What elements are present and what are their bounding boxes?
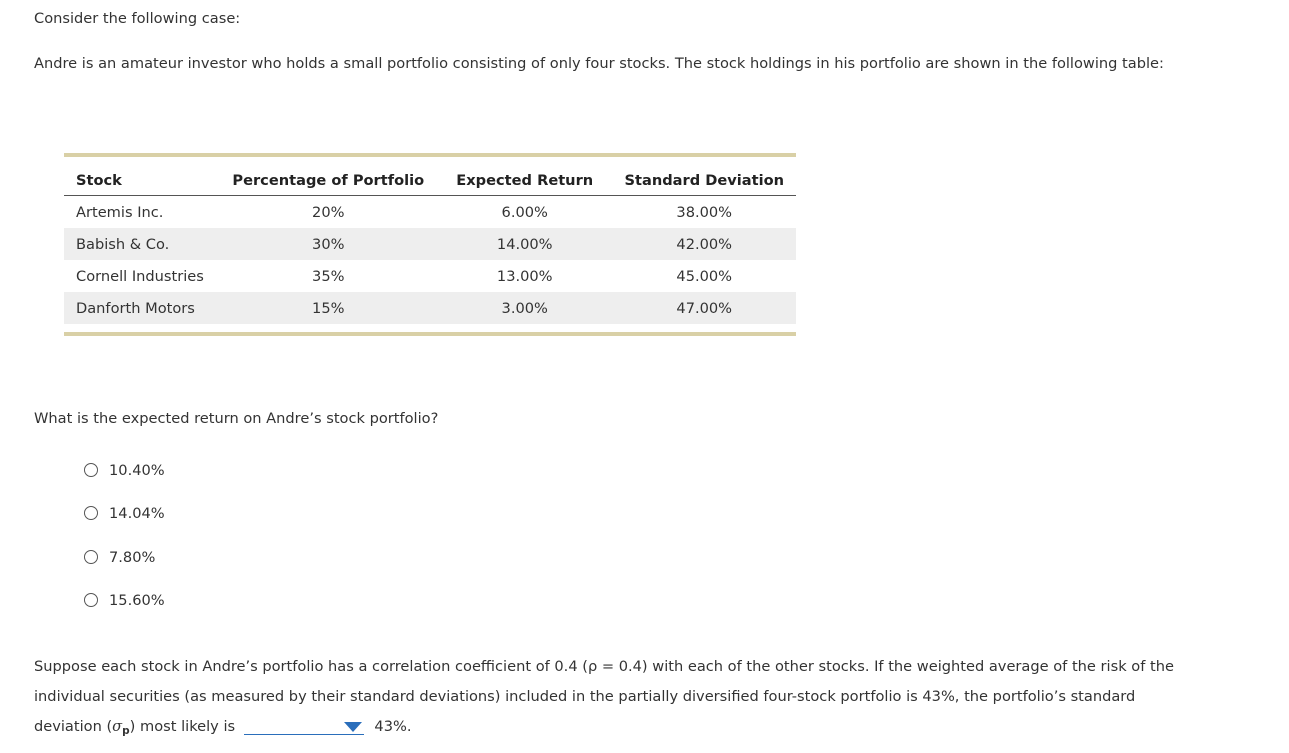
stock-name: Artemis Inc. <box>76 203 164 221</box>
table-row <box>64 292 796 324</box>
standard-deviation: 42.00% <box>612 228 796 260</box>
percentage: 20% <box>312 203 345 221</box>
question-text: What is the expected return on Andre’s stock portfolio? <box>34 410 439 427</box>
intro-text: Consider the following case: <box>34 10 241 27</box>
sigma-subscript: p <box>122 725 130 737</box>
standard-deviation: 45.00% <box>676 267 733 285</box>
question-text-part: 43%. <box>374 718 412 735</box>
answer-option-1[interactable] <box>84 459 165 481</box>
table-row <box>64 196 796 229</box>
header-standard-deviation: Standard Deviation <box>612 165 796 196</box>
answer-dropdown[interactable] <box>244 716 364 735</box>
header-expected-return: Expected Return <box>437 165 613 196</box>
portfolio-table <box>64 153 796 336</box>
table-top-border <box>64 153 796 157</box>
answer-option-2[interactable] <box>84 502 165 524</box>
standard-deviation: 38.00% <box>676 203 733 221</box>
question-text-part: ) most likely is <box>129 718 236 735</box>
radio-circle-icon[interactable] <box>84 550 98 564</box>
standard-deviation: 47.00% <box>612 292 796 324</box>
expected-return: 3.00% <box>437 292 613 324</box>
percentage: 30% <box>220 228 437 260</box>
question-text-part: Suppose each stock in Andre’s portfolio has a correlation coefficient of 0.4 (ρ = 0.4) with each of the other stocks. If the weighted average of the risk of the individual securities (as measured by their standard deviations) included in the partially diversified four-stock portfolio is 43%, the portfolio’s standard deviation ( <box>34 658 1174 735</box>
expected-return: 14.00% <box>437 228 613 260</box>
percentage: 15% <box>220 292 437 324</box>
option-label: 15.60% <box>109 591 165 609</box>
answer-option-4[interactable] <box>84 589 165 611</box>
expected-return: 13.00% <box>496 267 553 285</box>
percentage: 35% <box>312 267 345 285</box>
stock-name: Cornell Industries <box>76 267 204 285</box>
case-description: Andre is an amateur investor who holds a small portfolio consisting of only four stocks. The stock holdings in his portfolio are shown in the following table: <box>34 55 1164 72</box>
header-stock: Stock <box>64 165 220 196</box>
radio-circle-icon[interactable] <box>84 593 98 607</box>
radio-circle-icon[interactable] <box>84 463 98 477</box>
radio-circle-icon[interactable] <box>84 506 98 520</box>
stock-name: Danforth Motors <box>64 292 220 324</box>
table-row <box>64 228 796 260</box>
table-row <box>64 260 796 292</box>
table-bottom-border <box>64 332 796 336</box>
diversification-question <box>34 652 1184 746</box>
answer-option-3[interactable] <box>84 546 155 568</box>
option-label: 10.40% <box>109 461 165 479</box>
expected-return: 6.00% <box>501 203 548 221</box>
sigma-symbol: σ <box>112 718 123 735</box>
table-header-row <box>64 165 796 196</box>
triangle-down-icon[interactable] <box>344 722 362 732</box>
option-label: 7.80% <box>109 548 156 566</box>
header-percentage: Percentage of Portfolio <box>220 165 437 196</box>
option-label: 14.04% <box>109 504 165 522</box>
stock-name: Babish & Co. <box>64 228 220 260</box>
